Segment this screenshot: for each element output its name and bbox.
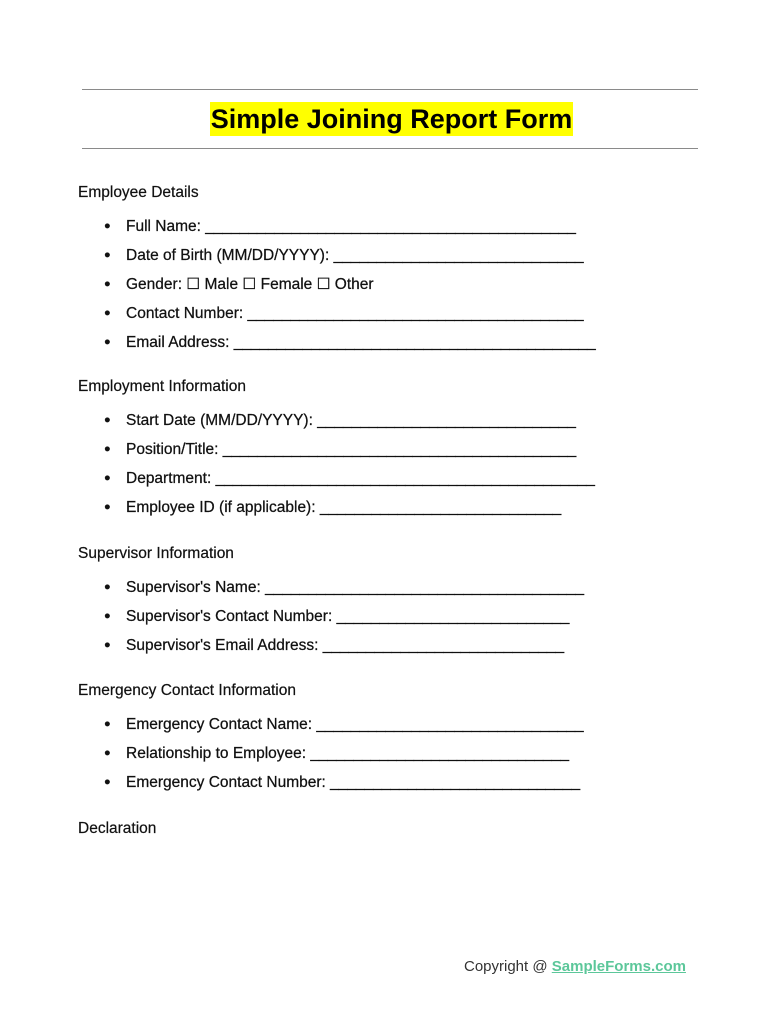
field-blank[interactable]: _______________________________________ <box>247 305 584 322</box>
field-blank[interactable]: _______________________________ <box>316 716 584 733</box>
field-label: Position/Title: <box>126 441 219 458</box>
field-label: Contact Number: <box>126 305 244 322</box>
field-email-address[interactable] <box>78 328 718 357</box>
field-gender[interactable] <box>78 270 718 299</box>
field-supervisor-contact-number[interactable] <box>78 602 718 631</box>
field-blank[interactable]: _________________________________________ <box>222 441 577 458</box>
field-emergency-contact-name[interactable] <box>78 710 718 739</box>
field-label: Department: <box>126 470 212 487</box>
field-label: Emergency Contact Name: <box>126 716 313 733</box>
section-employee-details <box>78 183 718 357</box>
field-blank[interactable]: ____________________________________________ <box>215 470 595 487</box>
page-title: Simple Joining Report Form <box>210 104 573 134</box>
bullet-icon: ● <box>104 718 111 730</box>
field-date-of-birth[interactable] <box>78 241 718 270</box>
field-label: Full Name: <box>126 218 201 235</box>
field-blank[interactable]: ___________________________ <box>336 608 570 625</box>
field-emergency-contact-number[interactable] <box>78 768 718 797</box>
field-blank[interactable]: _____________________________ <box>330 774 581 791</box>
field-label: Start Date (MM/DD/YYYY): <box>126 412 313 429</box>
field-blank[interactable]: ____________________________ <box>319 499 562 516</box>
field-supervisor-email[interactable] <box>78 631 718 660</box>
bullet-icon: ● <box>104 581 111 593</box>
section-heading: Employment Information <box>78 378 246 395</box>
section-heading: Emergency Contact Information <box>78 682 296 699</box>
field-blank[interactable]: _____________________________ <box>333 247 584 264</box>
field-list <box>78 212 718 357</box>
title-container <box>0 102 783 136</box>
bullet-icon: ● <box>104 414 111 426</box>
section-declaration <box>78 819 718 839</box>
field-label: Date of Birth (MM/DD/YYYY): <box>126 247 330 264</box>
sampleforms-link[interactable]: SampleForms.com <box>551 958 686 975</box>
field-blank[interactable]: ____________________________ <box>322 637 565 654</box>
bullet-icon: ● <box>104 220 111 232</box>
field-label: Emergency Contact Number: <box>126 774 326 791</box>
field-blank[interactable]: ___________________________________________ <box>205 218 576 235</box>
field-contact-number[interactable] <box>78 299 718 328</box>
field-blank[interactable]: __________________________________________ <box>233 334 596 351</box>
section-heading: Supervisor Information <box>78 545 234 562</box>
bullet-icon: ● <box>104 278 111 290</box>
section-heading: Employee Details <box>78 184 199 201</box>
title-bottom-divider <box>82 148 698 149</box>
copyright-text: Copyright @ <box>464 958 552 975</box>
bullet-icon: ● <box>104 443 111 455</box>
section-emergency-contact <box>78 681 718 797</box>
bullet-icon: ● <box>104 776 111 788</box>
bullet-icon: ● <box>104 501 111 513</box>
section-heading: Declaration <box>78 820 157 837</box>
field-label: Supervisor's Contact Number: <box>126 608 333 625</box>
field-list <box>78 710 718 797</box>
field-blank[interactable]: ______________________________ <box>310 745 570 762</box>
field-label: Employee ID (if applicable): <box>126 499 316 516</box>
field-supervisor-name[interactable] <box>78 573 718 602</box>
field-start-date[interactable] <box>78 406 718 435</box>
field-label: Relationship to Employee: <box>126 745 307 762</box>
section-supervisor-information <box>78 544 718 660</box>
bullet-icon: ● <box>104 610 111 622</box>
field-employee-id[interactable] <box>78 493 718 522</box>
field-relationship[interactable] <box>78 739 718 768</box>
section-employment-information <box>78 377 718 522</box>
field-full-name[interactable] <box>78 212 718 241</box>
field-blank[interactable]: _____________________________________ <box>265 579 585 596</box>
field-label: Supervisor's Email Address: <box>126 637 319 654</box>
field-label[interactable]: Gender: ☐ Male ☐ Female ☐ Other <box>126 276 374 293</box>
field-label: Supervisor's Name: <box>126 579 261 596</box>
bullet-icon: ● <box>104 336 111 348</box>
field-label: Email Address: <box>126 334 230 351</box>
bullet-icon: ● <box>104 747 111 759</box>
field-blank[interactable]: ______________________________ <box>317 412 576 429</box>
field-position-title[interactable] <box>78 435 718 464</box>
bullet-icon: ● <box>104 307 111 319</box>
title-top-divider <box>82 89 698 90</box>
bullet-icon: ● <box>104 639 111 651</box>
field-list <box>78 573 718 660</box>
bullet-icon: ● <box>104 472 111 484</box>
bullet-icon: ● <box>104 249 111 261</box>
copyright-footer <box>464 958 686 975</box>
field-list <box>78 406 718 522</box>
field-department[interactable] <box>78 464 718 493</box>
